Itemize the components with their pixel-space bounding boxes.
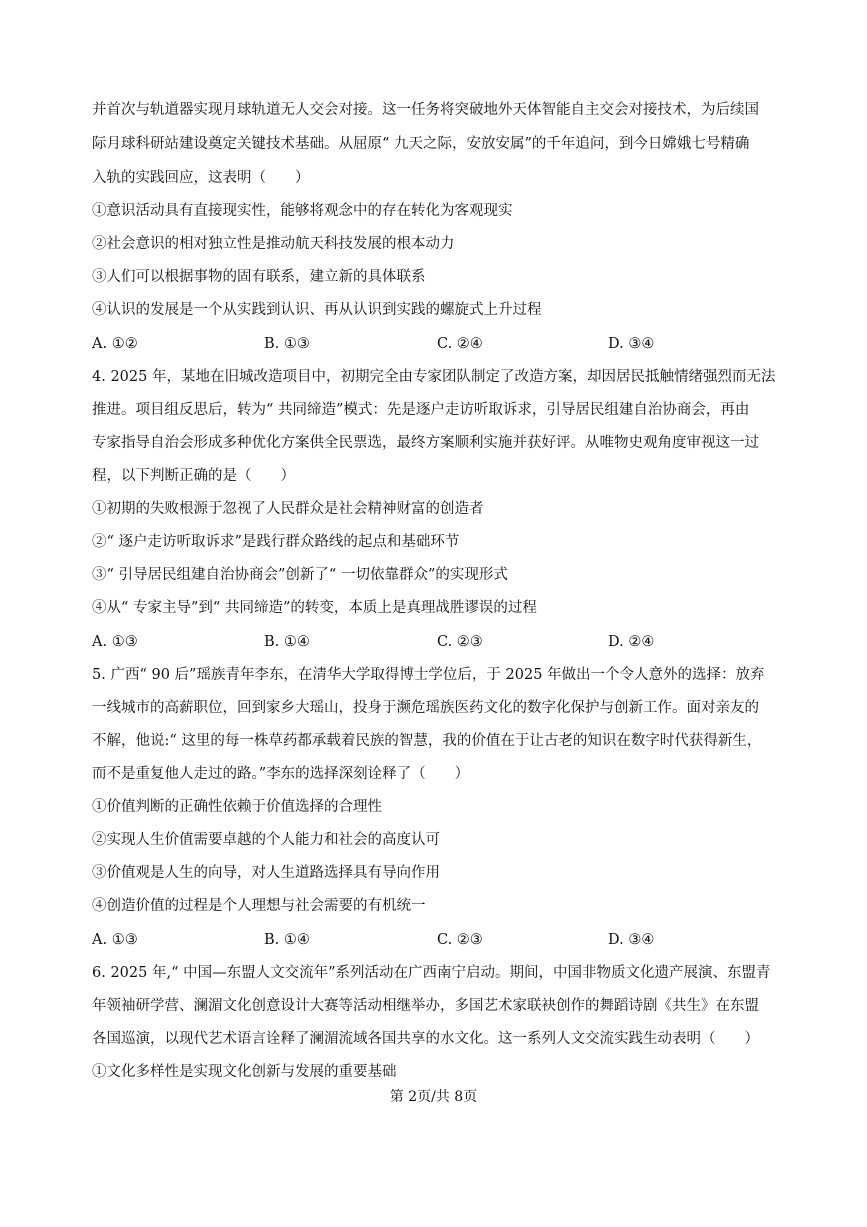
q5-item-2: ②实现人生价值需要卓越的个人能力和社会的高度认可 (92, 832, 440, 848)
q4-option-c: C. ②③ (437, 634, 483, 650)
q5-stem-line-1: 5. 广西“ 90 后”瑶族青年李东，在清华大学取得博士学位后，于 2025 年做出一个令人意外的选择：放弃 (92, 667, 765, 683)
q4-option-b: B. ①④ (264, 634, 310, 650)
q5-option-d: D. ③④ (608, 932, 655, 948)
q6-item-1: ①文化多样性是实现文化创新与发展的重要基础 (92, 1064, 397, 1080)
q3-stem-line-2: 际月球科研站建设奠定关键技术基础。从屈原“ 九天之际，安放安属”的千年追问，到今日嫦娥七号精确 (92, 136, 750, 152)
q4-item-4: ④从“ 专家主导”到“ 共同缔造”的转变，本质上是真理战胜谬误的过程 (92, 600, 537, 616)
q5-option-b: B. ①④ (264, 932, 310, 948)
q4-stem-line-2: 推进。项目组反思后，转为“ 共同缔造”模式：先是逐户走访听取诉求，引导居民组建自治协商会，再由 (92, 402, 750, 418)
q3-option-b: B. ①③ (264, 336, 310, 352)
q3-item-2: ②社会意识的相对独立性是推动航天科技发展的根本动力 (92, 236, 455, 252)
q5-item-3: ③价值观是人生的向导，对人生道路选择具有导向作用 (92, 865, 440, 881)
q5-stem-line-2: 一线城市的高薪职位，回到家乡大瑶山，投身于濒危瑶族医药文化的数字化保护与创新工作。面对亲友的 (92, 700, 759, 716)
q6-stem-line-2: 年领袖研学营、澜湄文化创意设计大赛等活动相继举办，多国艺术家联袂创作的舞蹈诗剧《共生》在东盟 (92, 998, 759, 1014)
q4-stem-line-1: 4. 2025 年，某地在旧城改造项目中，初期完全由专家团队制定了改造方案，却因居民抵触情绪强烈而无法 (92, 369, 776, 385)
q5-item-1: ①价值判断的正确性依赖于价值选择的合理性 (92, 799, 382, 815)
q3-option-a: A. ①② (92, 336, 138, 352)
q4-item-3: ③“ 引导居民组建自治协商会”创新了“ 一切依靠群众”的实现形式 (92, 567, 508, 583)
q5-stem-line-3: 不解，他说:“ 这里的每一株草药都承载着民族的智慧，我的价值在于让古老的知识在数字时代获得新生， (92, 733, 762, 749)
q3-option-c: C. ②④ (437, 336, 483, 352)
q3-item-3: ③人们可以根据事物的固有联系，建立新的具体联系 (92, 269, 426, 285)
q3-option-d: D. ③④ (608, 336, 655, 352)
q3-stem-line-1: 并首次与轨道器实现月球轨道无人交会对接。这一任务将突破地外天体智能自主交会对接技术，为后续国 (92, 102, 759, 118)
q6-stem-line-3: 各国巡演，以现代艺术语言诠释了澜湄流域各国共享的水文化。这一系列人文交流实践生动表明（ ） (92, 1031, 759, 1047)
q4-option-d: D. ②④ (608, 634, 655, 650)
q4-stem-line-3: 专家指导自治会形成多种优化方案供全民票选，最终方案顺利实施并获好评。从唯物史观角度审视这一过 (92, 435, 759, 451)
q3-item-1: ①意识活动具有直接现实性，能够将观念中的存在转化为客观现实 (92, 203, 513, 219)
q4-item-1: ①初期的失败根源于忽视了人民群众是社会精神财富的创造者 (92, 501, 484, 517)
q5-stem-line-4: 而不是重复他人走过的路。”李东的选择深刻诠释了（ ） (92, 766, 470, 782)
page-number-footer: 第 2页/共 8页 (389, 1089, 478, 1105)
q4-stem-line-4: 程，以下判断正确的是（ ） (92, 468, 295, 484)
q4-item-2: ②“ 逐户走访听取诉求”是践行群众路线的起点和基础环节 (92, 534, 460, 550)
q3-item-4: ④认识的发展是一个从实践到认识、再从认识到实践的螺旋式上升过程 (92, 302, 542, 318)
q5-option-a: A. ①③ (92, 932, 138, 948)
q6-stem-line-1: 6. 2025 年,“ 中国—东盟人文交流年”系列活动在广西南宁启动。期间，中国非物质文化遗产展演、东盟青 (92, 965, 771, 981)
q3-stem-line-3: 入轨的实践回应，这表明（ ） (92, 170, 310, 186)
q4-option-a: A. ①③ (92, 634, 138, 650)
q5-item-4: ④创造价值的过程是个人理想与社会需要的有机统一 (92, 898, 426, 914)
q5-option-c: C. ②③ (437, 932, 483, 948)
